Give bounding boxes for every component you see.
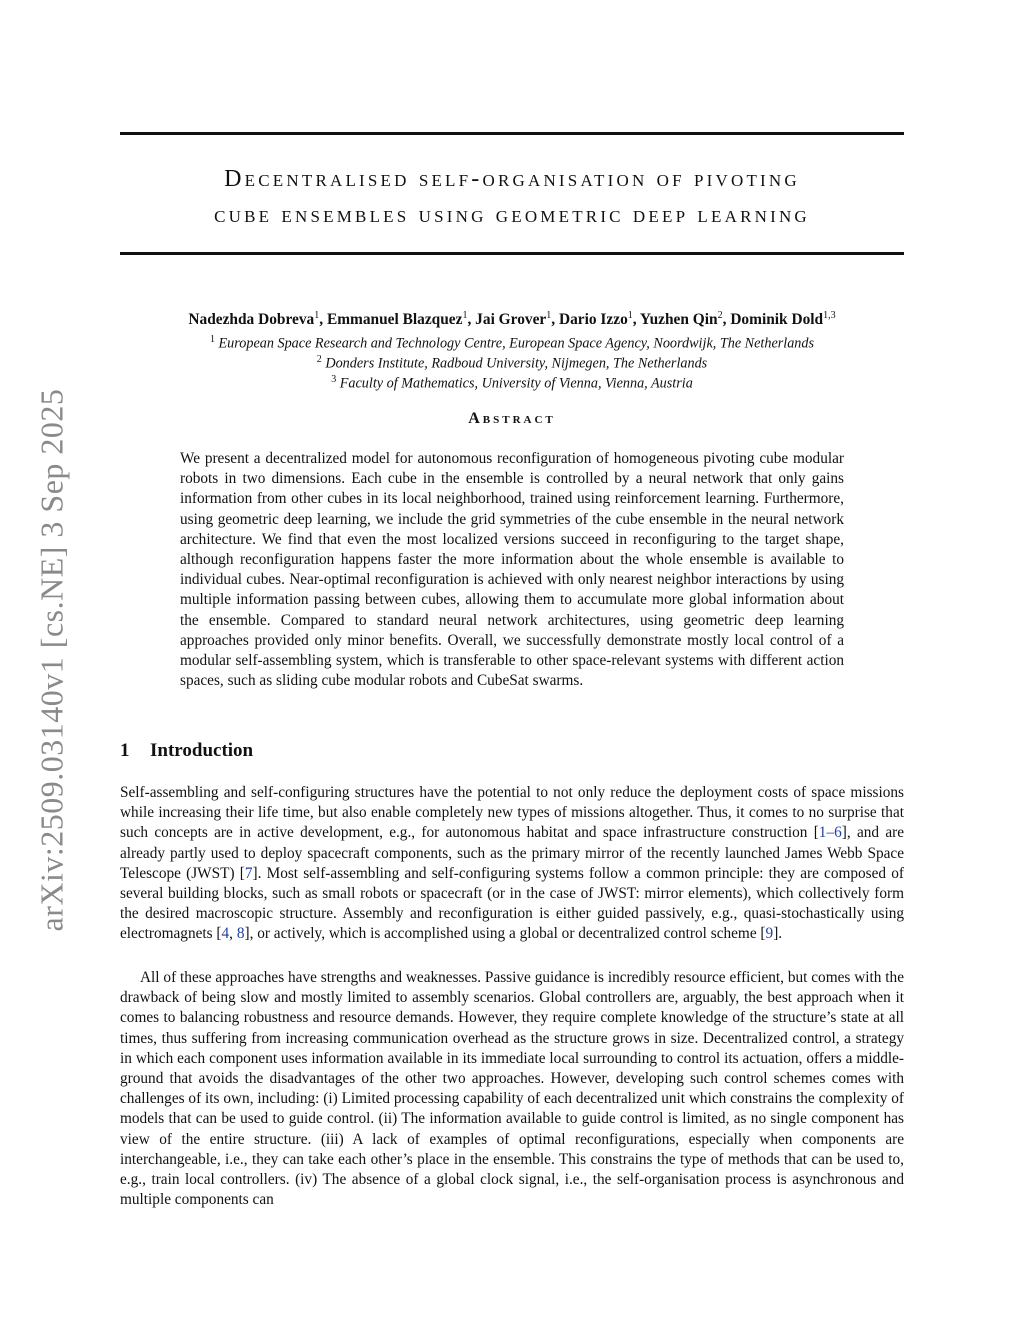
paragraph-text: ]. Most self-assembling and self-configuring systems follow a common principle: they are composed of several building blocks, such as small robots or spacecraft (or in the case of JWST: mirror elements), which collectively form the desired macroscopic structure. Assembly and reconfiguration is either guided passively, e.g., quasi-stochastically using electromagnets [: [120, 864, 904, 943]
author-name: Nadezhda Dobreva: [188, 311, 315, 329]
author-name: Dominik Dold: [730, 311, 824, 329]
author-affiliation-mark: 1: [627, 310, 633, 321]
affiliation-number: 1: [209, 334, 215, 345]
intro-paragraph-2: All of these approaches have strengths and weaknesses. Passive guidance is incredibly resource efficient, but comes with the drawback of being slow and mostly limited to assembly scenarios. Global controllers are, arguably, the best approach when it comes to balancing robustness and resource demands. However, they require complete knowledge of the structure’s state at all times, thus suffering from increasing communication overhead as the structure grows in size. Decentralized control, a strategy in which each component uses information available in its immediate local surrounding to control its actuation, offers a middle-ground that avoids the disadvantages of the other two approaches. However, developing such control schemes comes with challenges of its own, including: (i) Limited processing capability of each decentralized unit which constrains the complexity of models that can be used to guide control. (ii) The information available to guide control is limited, as no single component has view of the entire structure. (iii) A lack of examples of optimal reconfigurations, especially when components are interchangeable, i.e., they can take each other’s place in the ensemble. This constrains the type of methods that can be used to, e.g., train local controllers. (iv) The absence of a global clock signal, i.e., the self-organisation process is asynchronous and multiple components can: [120, 969, 904, 1209]
author-name: Emmanuel Blazquez: [326, 311, 463, 329]
author-affiliation-mark: 2: [717, 310, 723, 321]
author-list: Nadezhda Dobreva$^1$, Emmanuel Blazquez$^1$, Jai Grover$^1$, Dario Izzo$^1$, Yuzhen Qin$^2$, Dominik Dold$^{1,3}$: [188, 310, 836, 329]
section-heading: [120, 740, 253, 762]
section-title: Introduction: [150, 740, 254, 761]
intro-paragraph-1: [120, 783, 904, 945]
author-affiliation-mark: 1: [462, 310, 468, 321]
paragraph-text: Self-assembling and self-configuring structures have the potential to not only reduce the deployment costs of space missions while increasing their life time, but also enable completely new types of missions altogether. Thus, it comes to no surprise that such concepts are in active development, e.g., for autonomous habitat and space infrastructure construction [: [120, 784, 904, 842]
abstract-body: We present a decentralized model for autonomous reconfiguration of homogeneous pivoting cube modular robots in two dimensions. Each cube in the ensemble is controlled by a neural network that only gains information from other cubes in its local neighborhood, trained using reinforcement learning. Furthermore, using geometric deep learning, we include the grid symmetries of the cube ensemble in the neural network architecture. We find that even the most localized versions succeed in reconfiguring to the target shape, although reconfiguration happens faster the more information about the whole ensemble is available to individual cubes. Near-optimal reconfiguration is achieved with only nearest neighbor interactions by using multiple information passing between cubes, allowing them to accumulate more global information about the ensemble. Compared to standard neural network architectures, using geometric deep learning approaches provided only minor benefits. Overall, we successfully demonstrate mostly local control of a modular self-assembling system, which is transferable to other space-relevant systems with different action spaces, such as sliding cube modular robots and CubeSat swarms.: [180, 450, 844, 690]
paragraph-text: ], or actively, which is accomplished using a global or decentralized control scheme [: [244, 925, 766, 943]
citation-link[interactable]: 1–6: [818, 824, 842, 842]
paragraph-text: ], and are already partly used to deploy spacecraft components, such as the primary mirror of the recently launched James Webb Space Telescope (JWST) [: [120, 824, 904, 882]
citation-link[interactable]: 7: [244, 864, 253, 882]
author-affiliation-mark: 1: [546, 310, 552, 321]
paper-title-line-1: Decentralised self-organisation of pivoting: [224, 166, 800, 192]
affiliation-1: [120, 334, 904, 353]
arxiv-stamp: arXiv:2509.03140v1 [cs.NE] 3 Sep 2025: [33, 388, 70, 932]
author-name: Yuzhen Qin: [639, 311, 718, 329]
paper-title-line-2: cube ensembles using geometric deep learning: [214, 202, 810, 228]
affiliation-number: 2: [316, 354, 322, 365]
author-name: Jai Grover: [475, 311, 547, 329]
affiliation-text: European Space Research and Technology Centre, European Space Agency, Noordwijk, The Netherlands: [218, 335, 815, 352]
author-affiliation-mark: 1,3: [823, 310, 836, 321]
citation-separator: ,: [229, 925, 237, 943]
author-name: Dario Izzo: [558, 311, 628, 329]
affiliation-number: 3: [331, 374, 337, 385]
affiliation-2: [120, 354, 904, 373]
title-rule-bottom: [120, 252, 904, 255]
citation-link[interactable]: 4: [221, 925, 230, 943]
citation-link[interactable]: 8: [236, 925, 245, 943]
title-rule-top: [120, 132, 904, 135]
citation-link[interactable]: 9: [765, 925, 774, 943]
affiliation-text: Faculty of Mathematics, University of Vienna, Vienna, Austria: [339, 375, 693, 392]
affiliation-3: [120, 374, 904, 393]
abstract-heading: Abstract: [468, 410, 556, 427]
section-number: 1: [120, 740, 130, 761]
author-affiliation-mark: 1: [314, 310, 320, 321]
paragraph-text: ].: [773, 925, 783, 943]
affiliation-text: Donders Institute, Radboud University, Nijmegen, The Netherlands: [325, 355, 708, 372]
